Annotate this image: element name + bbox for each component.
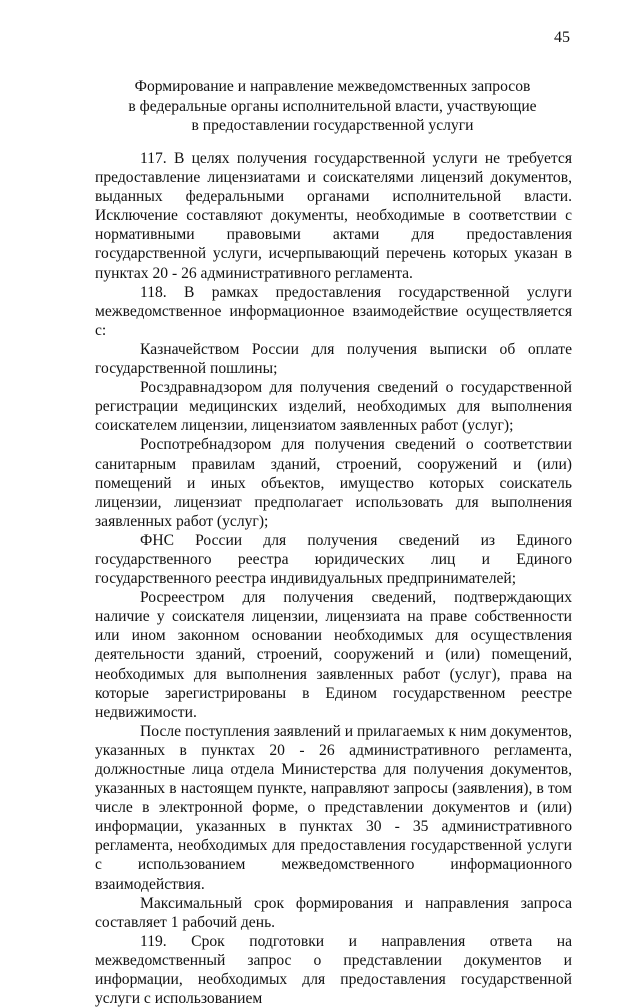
paragraph-117: 117. В целях получения государственной услуги не требуется предоставление лицензиатами и соискателями лицензий документов, выданных федеральными органами исполнительной власти. Исключение составляют документы, необходимые в соответствии с нормативными правовыми актами для предоставления государственной услуги, исчерпывающий перечень которых указан в пунктах 20 - 26 административного регламента. [95, 150, 572, 282]
paragraph-rospotrebnadzor: Роспотребнадзором для получения сведений о соответствии санитарным правилам зданий, строений, сооружений и (или) помещений и иных объектов, имущество которых соискатель лицензии, лицензиат предполагает использовать для выполнения заявленных работ (услуг); [95, 436, 572, 530]
paragraph-roszdravnadzor: Росздравнадзором для получения сведений о государственной регистрации медицинских изделий, необходимых для выполнения соискателем лицензии, лицензиатом заявленных работ (услуг); [95, 379, 572, 435]
paragraph-rosreestr: Росреестром для получения сведений, подтверждающих наличие у соискателя лицензии, лицензиата на праве собственности или ином законном основании необходимых для осуществления деятельности зданий, строений, сооружений и (или) помещений, необходимых для выполнения заявленных работ (услуг), права на которые зарегистрированы в Едином государственном реестре недвижимости. [95, 589, 572, 721]
paragraph-treasury: Казначейством России для получения выписки об оплате государственной пошлины; [95, 340, 572, 378]
heading-line-1: Формирование и направление межведомственных запросов [134, 78, 531, 95]
paragraph-requests: После поступления заявлений и прилагаемых к ним документов, указанных в пунктах 20 - 26 административного регламента, должностные лица отдела Министерства для получения документов, указанных в настоящем пункте, направляют запросы (заявления), в том числе в электронной форме, о представлении документов и (или) информации, указанных в пунктах 30 - 35 административного регламента, необходимых для предоставления государственной услуги с использованием межведомственного информационного взаимодействия. [95, 722, 572, 893]
document-body [95, 149, 572, 1008]
section-heading [95, 77, 570, 136]
paragraph-max-term: Максимальный срок формирования и направления запроса составляет 1 рабочий день. [95, 894, 572, 931]
paragraph-fns: ФНС России для получения сведений из Единого государственного реестра юридических лиц и Единого государственного реестра индивидуальных предпринимателей; [95, 531, 572, 588]
heading-line-2: в федеральные органы исполнительной власти, участвующие [128, 97, 537, 115]
paragraph-118: 118. В рамках предоставления государственной услуги межведомственное информационное взаимодействие осуществляется с: [95, 283, 572, 339]
heading-line-3: в предоставлении государственной услуги [191, 117, 474, 134]
paragraph-119: 119. Срок подготовки и направления ответа на межведомственный запрос о представлении документов и информации, необходимых для предоставления государственной услуги с использованием [95, 932, 572, 1008]
page-number: 45 [554, 29, 570, 46]
